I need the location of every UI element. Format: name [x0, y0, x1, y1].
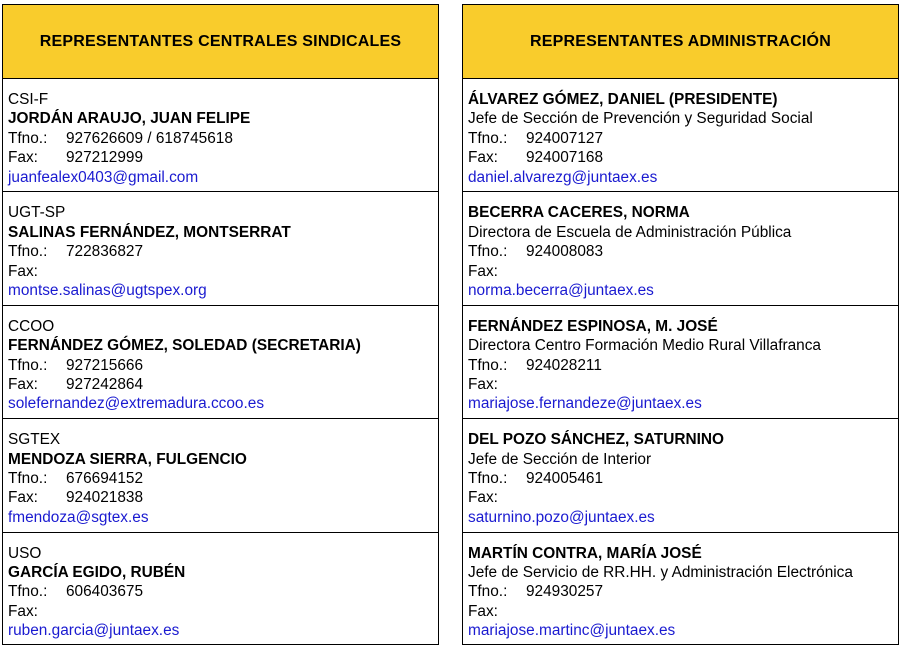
admin-entry	[463, 533, 898, 646]
phone-line	[8, 129, 438, 148]
rep-name: MENDOZA SIERRA, FULGENCIO	[8, 450, 247, 468]
rep-name: SALINAS FERNÁNDEZ, MONTSERRAT	[8, 223, 291, 241]
rep-name: GARCÍA EGIDO, RUBÉN	[8, 563, 186, 581]
union-org: USO	[8, 544, 42, 562]
phone-label: Tfno.:	[8, 583, 48, 601]
phone-line	[468, 582, 898, 601]
rep-position: Jefe de Servicio de RR.HH. y Administración Electrónica	[468, 563, 853, 581]
rep-position: Directora Centro Formación Medio Rural Villafranca	[468, 337, 821, 355]
phone-value: 927626609 / 618745618	[66, 129, 233, 147]
union-org: UGT-SP	[8, 204, 66, 222]
rep-position: Jefe de Sección de Prevención y Seguridad Social	[468, 110, 813, 128]
phone-line	[8, 356, 438, 375]
phone-value: 722836827	[66, 243, 144, 261]
email-link[interactable]: norma.becerra@juntaex.es	[468, 282, 654, 300]
admin-entry	[463, 419, 898, 532]
admin-entry	[463, 79, 898, 192]
email-link[interactable]: ruben.garcia@juntaex.es	[8, 622, 180, 640]
phone-line	[468, 469, 898, 488]
email-link[interactable]: montse.salinas@ugtspex.org	[8, 282, 207, 300]
fax-label: Fax:	[468, 149, 498, 167]
fax-line	[468, 488, 898, 507]
rep-name: DEL POZO SÁNCHEZ, SATURNINO	[468, 431, 724, 449]
union-org: CCOO	[8, 317, 55, 335]
phone-value: 924008083	[526, 243, 604, 261]
fax-line	[8, 602, 438, 621]
phone-line	[8, 242, 438, 261]
fax-line	[468, 375, 898, 394]
phone-label: Tfno.:	[468, 583, 508, 601]
union-entry	[3, 533, 438, 646]
phone-label: Tfno.:	[8, 356, 48, 374]
phone-line	[468, 356, 898, 375]
phone-line	[8, 582, 438, 601]
rep-name: ÁLVAREZ GÓMEZ, DANIEL (PRESIDENTE)	[468, 91, 778, 108]
phone-label: Tfno.:	[468, 243, 508, 261]
union-org: SGTEX	[8, 431, 61, 449]
phone-value: 924005461	[526, 469, 604, 487]
fax-value: 924007168	[526, 149, 604, 167]
union-header: REPRESENTANTES CENTRALES SINDICALES	[3, 5, 438, 79]
union-entry	[3, 192, 438, 305]
union-entry	[3, 306, 438, 419]
fax-label: Fax:	[468, 602, 498, 620]
fax-value: 927212999	[66, 149, 144, 167]
email-link[interactable]: daniel.alvarezg@juntaex.es	[468, 168, 658, 186]
admin-representatives-table	[462, 4, 899, 645]
union-entry	[3, 79, 438, 192]
fax-label: Fax:	[8, 262, 38, 280]
union-representatives-table	[2, 4, 439, 645]
phone-value: 676694152	[66, 469, 144, 487]
phone-label: Tfno.:	[468, 129, 508, 147]
phone-line	[8, 469, 438, 488]
email-link[interactable]: mariajose.martinc@juntaex.es	[468, 622, 676, 640]
phone-value: 927215666	[66, 356, 144, 374]
rep-position: Jefe de Sección de Interior	[468, 450, 652, 468]
phone-value: 924930257	[526, 583, 604, 601]
rep-name: FERNÁNDEZ GÓMEZ, SOLEDAD (SECRETARIA)	[8, 337, 361, 355]
phone-label: Tfno.:	[8, 129, 48, 147]
fax-label: Fax:	[8, 602, 38, 620]
fax-label: Fax:	[468, 376, 498, 393]
phone-label: Tfno.:	[468, 469, 508, 487]
phone-line	[468, 129, 898, 148]
fax-value: 924021838	[66, 489, 144, 507]
email-link[interactable]: solefernandez@extremadura.ccoo.es	[8, 395, 265, 413]
email-link[interactable]: mariajose.fernandeze@juntaex.es	[468, 395, 702, 413]
fax-line	[468, 148, 898, 167]
fax-line	[8, 375, 438, 394]
email-link[interactable]: fmendoza@sgtex.es	[8, 508, 149, 526]
phone-label: Tfno.:	[8, 469, 48, 487]
fax-line	[8, 262, 438, 281]
phone-line	[468, 242, 898, 261]
fax-line	[468, 262, 898, 281]
rep-name: BECERRA CACERES, NORMA	[468, 204, 690, 222]
fax-label: Fax:	[8, 149, 38, 167]
fax-line	[8, 148, 438, 167]
rep-name: JORDÁN ARAUJO, JUAN FELIPE	[8, 110, 251, 128]
fax-label: Fax:	[468, 262, 498, 280]
phone-label: Tfno.:	[468, 356, 508, 374]
admin-header: REPRESENTANTES ADMINISTRACIÓN	[463, 5, 898, 79]
fax-label: Fax:	[8, 376, 38, 393]
rep-name: FERNÁNDEZ ESPINOSA, M. JOSÉ	[468, 317, 718, 335]
admin-entry	[463, 306, 898, 419]
fax-label: Fax:	[468, 489, 498, 507]
fax-line	[8, 488, 438, 507]
phone-label: Tfno.:	[8, 243, 48, 261]
email-link[interactable]: saturnino.pozo@juntaex.es	[468, 508, 655, 526]
fax-value: 927242864	[66, 376, 144, 393]
phone-value: 924028211	[526, 356, 602, 374]
union-org: CSI-F	[8, 91, 49, 108]
email-link[interactable]: juanfealex0403@gmail.com	[8, 168, 199, 186]
fax-line	[468, 602, 898, 621]
union-entry	[3, 419, 438, 532]
phone-value: 924007127	[526, 129, 604, 147]
admin-entry	[463, 192, 898, 305]
fax-label: Fax:	[8, 489, 38, 507]
phone-value: 606403675	[66, 583, 144, 601]
rep-position: Directora de Escuela de Administración Pública	[468, 223, 792, 241]
rep-name: MARTÍN CONTRA, MARÍA JOSÉ	[468, 544, 702, 562]
